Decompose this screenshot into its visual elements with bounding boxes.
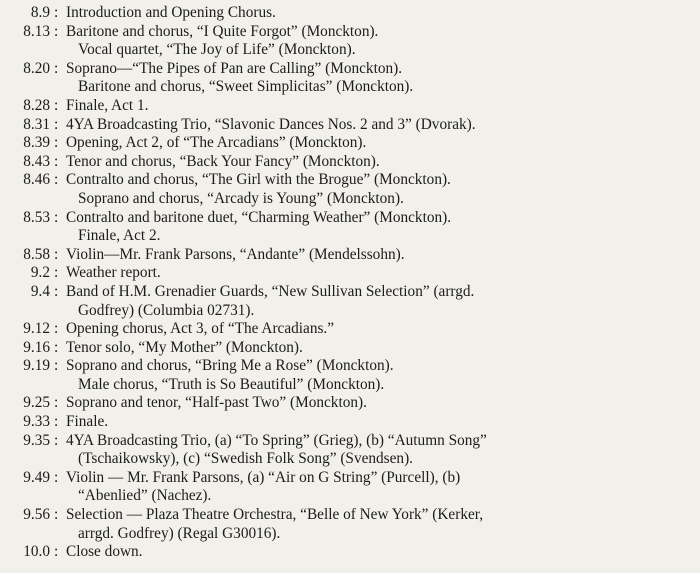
entry-time: 8.13 (23, 22, 50, 40)
entry-time: 8.39 (23, 134, 50, 152)
entry-text: Close down. (66, 543, 143, 561)
programme-entry-continuation (0, 525, 700, 544)
programme-entry (0, 171, 700, 190)
time-separator: : (54, 115, 59, 133)
entry-text: Baritone and chorus, “I Quite Forgot” (Monckton). (66, 22, 379, 40)
programme-entry (0, 320, 700, 339)
programme-entry (0, 153, 700, 172)
programme-entry (0, 543, 700, 562)
time-separator: : (54, 22, 59, 40)
entry-text: 4YA Broadcasting Trio, (a) “To Spring” (Grieg), (b) “Autumn Song” (66, 431, 487, 449)
programme-entry-continuation (0, 450, 700, 469)
programme-entry (0, 432, 700, 451)
entry-text: Finale, Act 2. (78, 227, 161, 245)
entry-text: Selection — Plaza Theatre Orchestra, “Belle of New York” (Kerker, (66, 506, 484, 524)
programme-entry (0, 97, 700, 116)
time-separator: : (54, 4, 59, 21)
programme-entry (0, 413, 700, 432)
entry-time: 8.53 (23, 208, 50, 226)
programme-entry (0, 283, 700, 302)
programme-entry (0, 357, 700, 376)
entry-time: 8.46 (23, 171, 50, 189)
time-separator: : (54, 245, 59, 263)
entry-time: 9.56 (23, 506, 50, 524)
entry-time: 8.43 (23, 152, 50, 170)
time-separator: : (54, 338, 59, 356)
entry-time: 8.31 (23, 115, 50, 133)
entry-text: Baritone and chorus, “Sweet Simplicitas” (Monckton). (78, 78, 414, 96)
programme-entry (0, 209, 700, 228)
programme-list (0, 4, 700, 562)
entry-text: 4YA Broadcasting Trio, “Slavonic Dances Nos. 2 and 3” (Dvorak). (66, 115, 476, 133)
programme-entry-continuation (0, 41, 700, 60)
entry-time: 9.25 (23, 394, 50, 412)
entry-text: Vocal quartet, “The Joy of Life” (Monckton). (78, 41, 356, 59)
programme-entry (0, 60, 700, 79)
programme-entry (0, 116, 700, 135)
entry-text: Violin — Mr. Frank Parsons, (a) “Air on G String” (Purcell), (b) (66, 468, 461, 486)
time-separator: : (54, 413, 59, 431)
programme-entry-continuation (0, 227, 700, 246)
programme-entry-continuation (0, 78, 700, 97)
entry-time: 8.28 (23, 96, 50, 114)
time-separator: : (54, 431, 59, 449)
entry-time: 9.49 (23, 468, 50, 486)
time-separator: : (54, 320, 59, 338)
entry-time: 9.19 (23, 357, 50, 375)
entry-time: 9.12 (23, 320, 50, 338)
entry-time: 10.0 (23, 543, 50, 561)
time-separator: : (54, 59, 59, 77)
entry-time: 9.35 (23, 431, 50, 449)
entry-text: Finale. (66, 413, 109, 431)
entry-text: (Tschaikowsky), (c) “Swedish Folk Song” (Svendsen). (78, 450, 413, 468)
time-separator: : (54, 171, 59, 189)
entry-time: 8.9 (30, 4, 50, 21)
time-separator: : (54, 394, 59, 412)
entry-text: Introduction and Opening Chorus. (66, 4, 276, 21)
entry-text: Opening chorus, Act 3, of “The Arcadians.” (66, 320, 335, 338)
programme-entry (0, 339, 700, 358)
entry-text: Male chorus, “Truth is So Beautiful” (Monckton). (78, 375, 385, 393)
time-separator: : (54, 208, 59, 226)
entry-time: 9.33 (23, 413, 50, 431)
programme-entry-continuation (0, 487, 700, 506)
entry-text: Opening, Act 2, of “The Arcadians” (Monckton). (66, 134, 367, 152)
programme-entry (0, 394, 700, 413)
programme-entry (0, 246, 700, 265)
time-separator: : (54, 506, 59, 524)
programme-entry (0, 23, 700, 42)
entry-text: Soprano—“The Pipes of Pan are Calling” (Monckton). (66, 59, 403, 77)
entry-text: Weather report. (66, 264, 161, 282)
entry-time: 9.4 (30, 282, 50, 300)
programme-entry (0, 506, 700, 525)
entry-time: 9.16 (23, 338, 50, 356)
entry-text: Finale, Act 1. (66, 96, 149, 114)
entry-text: Tenor solo, “My Mother” (Monckton). (66, 338, 303, 356)
entry-text: Tenor and chorus, “Back Your Fancy” (Monckton). (66, 152, 380, 170)
entry-text: Soprano and chorus, “Arcady is Young” (Monckton). (78, 189, 404, 207)
programme-entry-continuation (0, 302, 700, 321)
entry-text: Soprano and chorus, “Bring Me a Rose” (Monckton). (66, 357, 394, 375)
entry-text: Contralto and baritone duet, “Charming Weather” (Monckton). (66, 208, 452, 226)
entry-text: Violin—Mr. Frank Parsons, “Andante” (Mendelssohn). (66, 245, 405, 263)
programme-entry-continuation (0, 190, 700, 209)
programme-entry (0, 4, 700, 23)
programme-entry (0, 469, 700, 488)
programme-entry (0, 134, 700, 153)
entry-text: Contralto and chorus, “The Girl with the Brogue” (Monckton). (66, 171, 451, 189)
entry-time: 8.20 (23, 59, 50, 77)
entry-text: Soprano and tenor, “Half-past Two” (Monckton). (66, 394, 367, 412)
entry-text: Band of H.M. Grenadier Guards, “New Sullivan Selection” (arrgd. (66, 282, 475, 300)
entry-time: 8.58 (23, 245, 50, 263)
time-separator: : (54, 468, 59, 486)
time-separator: : (54, 543, 59, 561)
entry-text: Godfrey) (Columbia 02731). (78, 301, 255, 319)
time-separator: : (54, 357, 59, 375)
time-separator: : (54, 152, 59, 170)
programme-entry-continuation (0, 376, 700, 395)
entry-text: “Abenlied” (Nachez). (78, 487, 212, 505)
time-separator: : (54, 264, 59, 282)
time-separator: : (54, 96, 59, 114)
time-separator: : (54, 134, 59, 152)
entry-text: arrgd. Godfrey) (Regal G30016). (78, 524, 281, 542)
time-separator: : (54, 282, 59, 300)
entry-time: 9.2 (30, 264, 50, 282)
programme-entry (0, 264, 700, 283)
